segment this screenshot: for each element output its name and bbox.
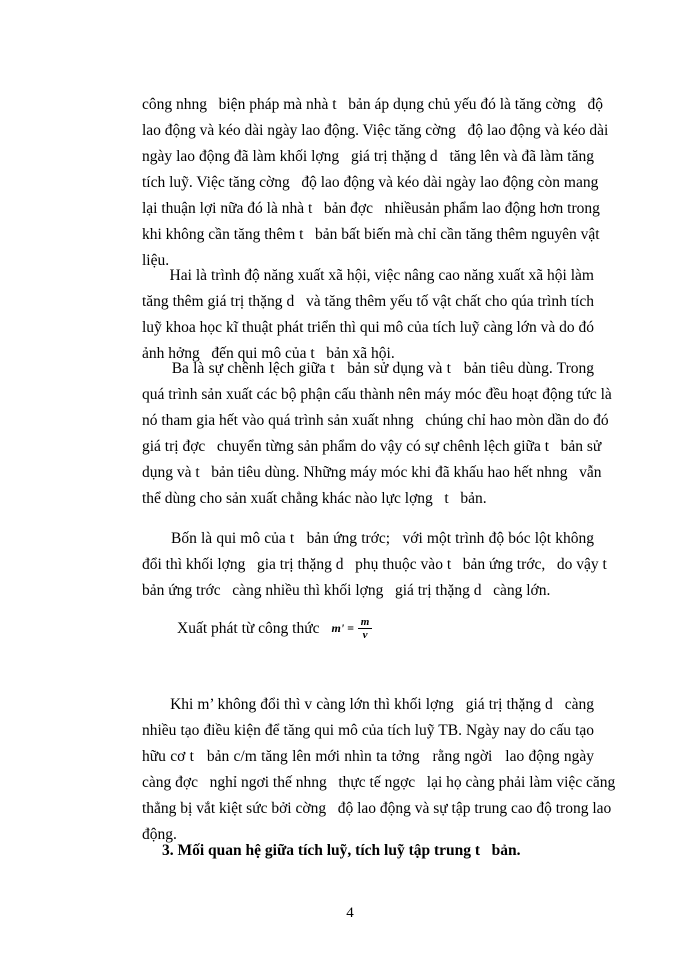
text-line: quá trình sản xuất các bộ phận cấu thành nên máy móc đều hoạt động tức là — [142, 386, 612, 403]
text-line: Bốn là qui mô của t bản ứng trớc; với một trình độ bóc lột không — [142, 530, 594, 547]
formula-numerator: m — [360, 616, 370, 628]
paragraph-intensity — [142, 92, 609, 274]
text-line: nhiều tạo điều kiện để tăng qui mô của tích luỹ TB. Ngày nay do cấu tạo — [142, 722, 594, 739]
text-line: tích luỹ. Việc tăng cờng độ lao động và kéo dài ngày lao động còn mang — [142, 174, 599, 191]
text-line: khi không cần tăng thêm t bản bất biến mà chỉ cần tăng thêm nguyên vật — [142, 226, 600, 243]
text-line: thể dùng cho sản xuất chẳng khác nào lực lợng t bản. — [142, 490, 487, 507]
text-line: động. — [142, 826, 177, 843]
text-line: công nhng biện pháp mà nhà t bản áp dụng chủ yếu đó là tăng cờng độ — [142, 96, 604, 113]
text-line: đổi thì khối lợng gia trị thặng d phụ thuộc vào t bản ứng trớc, do vậy t — [142, 556, 607, 573]
text-line: càng đợc nghỉ ngơi thế nhng thực tế ngợc lại họ càng phải làm việc căng — [142, 774, 616, 791]
page-number: 4 — [346, 905, 354, 921]
text-line: nó tham gia hết vào quá trình sản xuất nhng chúng chỉ hao mòn dần do đó — [142, 412, 609, 429]
section-heading: 3. Mối quan hệ giữa tích luỹ, tích luỹ tập trung t bản. — [162, 842, 521, 859]
paragraph-advanced-capital — [142, 526, 607, 604]
text-line: dụng và t bản tiêu dùng. Những máy móc khi đã khấu hao hết nhng vẫn — [142, 464, 602, 481]
text-line: giá trị đợc chuyển từng sản phẩm do vậy có sự chênh lệch giữa t bản sử — [142, 438, 602, 455]
text-line: ngày lao động đã làm khối lợng giá trị thặng d tăng lên và đã làm tăng — [142, 148, 594, 165]
text-line: liệu. — [142, 252, 170, 269]
formula-line — [177, 616, 372, 641]
formula-lhs: m' = — [331, 621, 355, 635]
text-line: lại thuận lợi nữa đó là nhà t bản đợc nhiềusản phẩm lao động hơn trong — [142, 200, 600, 217]
text-line: bản ứng trớc càng nhiều thì khối lợng giá trị thặng d càng lớn. — [142, 582, 551, 599]
text-line: tăng thêm giá trị thặng d và tăng thêm yếu tố vật chất cho qúa trình tích — [142, 293, 594, 310]
text-line: luỹ khoa học kĩ thuật phát triển thì qui mô của tích luỹ càng lớn và do đó — [142, 319, 595, 336]
text-line: ảnh hởng đến qui mô của t bản xã hội. — [142, 345, 395, 362]
text-line: Khi m’ không đổi thì v càng lớn thì khối lợng giá trị thặng d càng — [142, 696, 594, 713]
formula-intro: Xuất phát từ công thức — [177, 619, 320, 637]
formula-denominator: v — [362, 629, 368, 641]
paragraph-capital-difference — [142, 356, 612, 512]
paragraph-productivity — [142, 263, 594, 367]
text-line: thẳng bị vắt kiệt sức bởi cờng độ lao động và sự tập trung cao độ trong lao — [142, 800, 612, 817]
text-line: hữu cơ t bản c/m tăng lên mới nhìn ta tởng rằng ngời lao động ngày — [142, 748, 594, 765]
text-line: lao động và kéo dài ngày lao động. Việc tăng cờng độ lao động và kéo dài — [142, 122, 609, 139]
paragraph-conclusion — [142, 692, 616, 848]
formula-fraction — [358, 616, 372, 641]
text-line: Ba là sự chênh lệch giữa t bản sử dụng và t bản tiêu dùng. Trong — [142, 360, 594, 377]
text-line: Hai là trình độ năng xuất xã hội, việc nâng cao năng xuất xã hội làm — [142, 267, 594, 284]
